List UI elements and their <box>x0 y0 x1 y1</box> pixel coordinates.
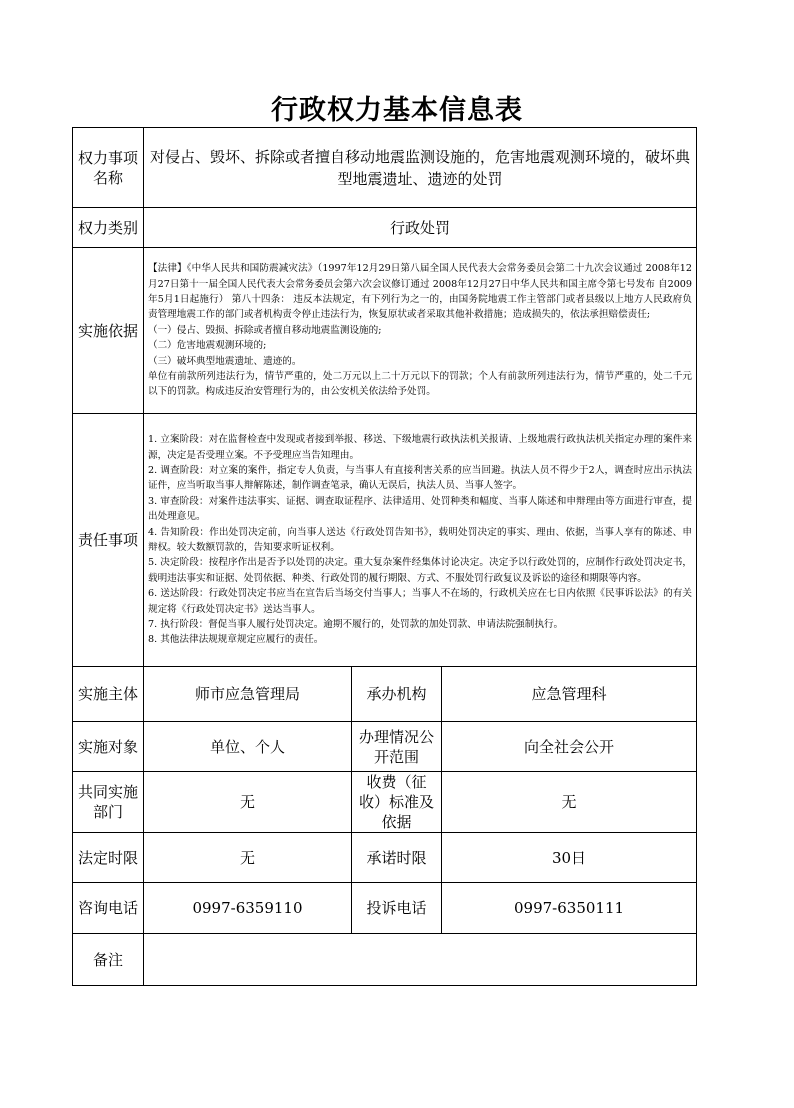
consult-phone-value: 0997-6359110 <box>144 883 352 934</box>
row-responsibility <box>73 414 697 667</box>
target-label: 实施对象 <box>73 722 144 772</box>
power-name-value: 对侵占、毁坏、拆除或者擅自移动地震监测设施的，危害地震观测环境的，破坏典型地震遗址、遗迹的处罚 <box>144 128 697 208</box>
basis-line: （二）危害地震观测环境的; <box>148 340 267 352</box>
row-basis <box>73 248 697 414</box>
consult-phone-label: 咨询电话 <box>73 883 144 934</box>
power-name-label: 权力事项名称 <box>73 128 144 208</box>
row-time-limit <box>73 833 697 883</box>
responsibility-line: 1. 立案阶段：对在监督检查中发现或者接到举报、移送、下级地震行政执法机关报请、上级地震行政执法机关指定办理的案件来源，决定是否受理立案。不予受理应当告知理由。 <box>148 434 693 461</box>
subject-value: 师市应急管理局 <box>144 667 352 722</box>
responsibility-line: 8. 其他法律法规规章规定应履行的责任。 <box>148 634 324 646</box>
joint-dept-value: 无 <box>144 772 352 833</box>
row-remark <box>73 934 697 986</box>
info-table <box>72 127 697 986</box>
responsibility-line: 6. 送达阶段：行政处罚决定书应当在宣告后当场交付当事人；当事人不在场的，行政机关应在七日内依照《民事诉讼法》的有关规定将《行政处罚决定书》送达当事人。 <box>148 588 693 615</box>
legal-time-limit-label: 法定时限 <box>73 833 144 883</box>
remark-value <box>144 934 697 986</box>
responsibility-line: 4. 告知阶段：作出处罚决定前，向当事人送达《行政处罚告知书》，载明处罚决定的事实、理由、依据，当事人享有的陈述、申辩权。较大数额罚款的，告知要求听证权利。 <box>148 526 693 553</box>
row-target <box>73 722 697 772</box>
complaint-phone-value: 0997-6350111 <box>442 883 697 934</box>
joint-dept-label: 共同实施部门 <box>73 772 144 833</box>
row-power-name <box>73 128 697 208</box>
fee-standard-value: 无 <box>442 772 697 833</box>
row-phone <box>73 883 697 934</box>
responsibility-line: 7. 执行阶段：督促当事人履行处罚决定。逾期不履行的，处罚款的加处罚款、申请法院强制执行。 <box>148 619 564 631</box>
basis-line: 单位有前款所列违法行为，情节严重的，处二万元以上二十万元以下的罚款；个人有前款所列违法行为，情节严重的，处二千元以下的罚款。构成违反治安管理行为的，由公安机关依法给予处罚。 <box>148 371 693 398</box>
row-subject <box>73 667 697 722</box>
basis-label: 实施依据 <box>73 248 144 414</box>
responsibility-label: 责任事项 <box>73 414 144 667</box>
disclosure-scope-label: 办理情况公开范围 <box>352 722 442 772</box>
promised-time-limit-value: 30日 <box>442 833 697 883</box>
power-type-value: 行政处罚 <box>144 208 697 248</box>
remark-label: 备注 <box>73 934 144 986</box>
row-power-type <box>73 208 697 248</box>
responsibility-line: 3. 审查阶段：对案件违法事实、证据、调查取证程序、法律适用、处罚种类和幅度、当事人陈述和申辩理由等方面进行审查，提出处理意见。 <box>148 495 693 523</box>
disclosure-scope-value: 向全社会公开 <box>442 722 697 772</box>
row-joint <box>73 772 697 833</box>
responsibility-line: 5. 决定阶段：按程序作出是否予以处罚的决定。重大复杂案件经集体讨论决定。决定予以行政处罚的，应制作行政处罚决定书，载明违法事实和证据、处罚依据、种类、行政处罚的履行期限、方式、不服处罚行政复议及诉讼的途径和期限等内容。 <box>148 557 693 584</box>
legal-time-limit-value: 无 <box>144 833 352 883</box>
basis-content <box>144 248 697 414</box>
target-value: 单位、个人 <box>144 722 352 772</box>
power-type-label: 权力类别 <box>73 208 144 248</box>
subject-label: 实施主体 <box>73 667 144 722</box>
fee-standard-label: 收费（征收）标准及依据 <box>352 772 442 833</box>
complaint-phone-label: 投诉电话 <box>352 883 442 934</box>
responsibility-line: 2. 调查阶段：对立案的案件，指定专人负责，与当事人有直接利害关系的应当回避。执法人员不得少于2人，调查时应出示执法证件，应当听取当事人辩解陈述，制作调查笔录，确认无误后，执法人员、当事人签字。 <box>148 464 693 492</box>
basis-line: 【法律】《中华人民共和国防震减灾法》（1997年12月29日第八届全国人民代表大会常务委员会第二十九次会议通过 2008年12月27日第十一届全国人民代表大会常务委员会第六次会议修订通过 2008年12月27日中华人民共和国主席令第七号发布 自2009年5月1日起施行） 第八十四条： 违反本法规定，有下列行为之一的，由国务院地震工作主管部门或者县级以上地方人民政府负责管理地震工作的部门或者机构责令停止违法行为，恢复原状或者采取其他补救措施；造成损失的，依法承担赔偿责任; <box>148 263 693 321</box>
organizer-label: 承办机构 <box>352 667 442 722</box>
responsibility-content <box>144 414 697 667</box>
basis-line: （三）破坏典型地震遗址、遗迹的。 <box>148 355 302 367</box>
organizer-value: 应急管理科 <box>442 667 697 722</box>
page-title: 行政权力基本信息表 <box>271 95 523 126</box>
promised-time-limit-label: 承诺时限 <box>352 833 442 883</box>
basis-line: （一）侵占、毁损、拆除或者擅自移动地震监测设施的; <box>148 324 382 336</box>
